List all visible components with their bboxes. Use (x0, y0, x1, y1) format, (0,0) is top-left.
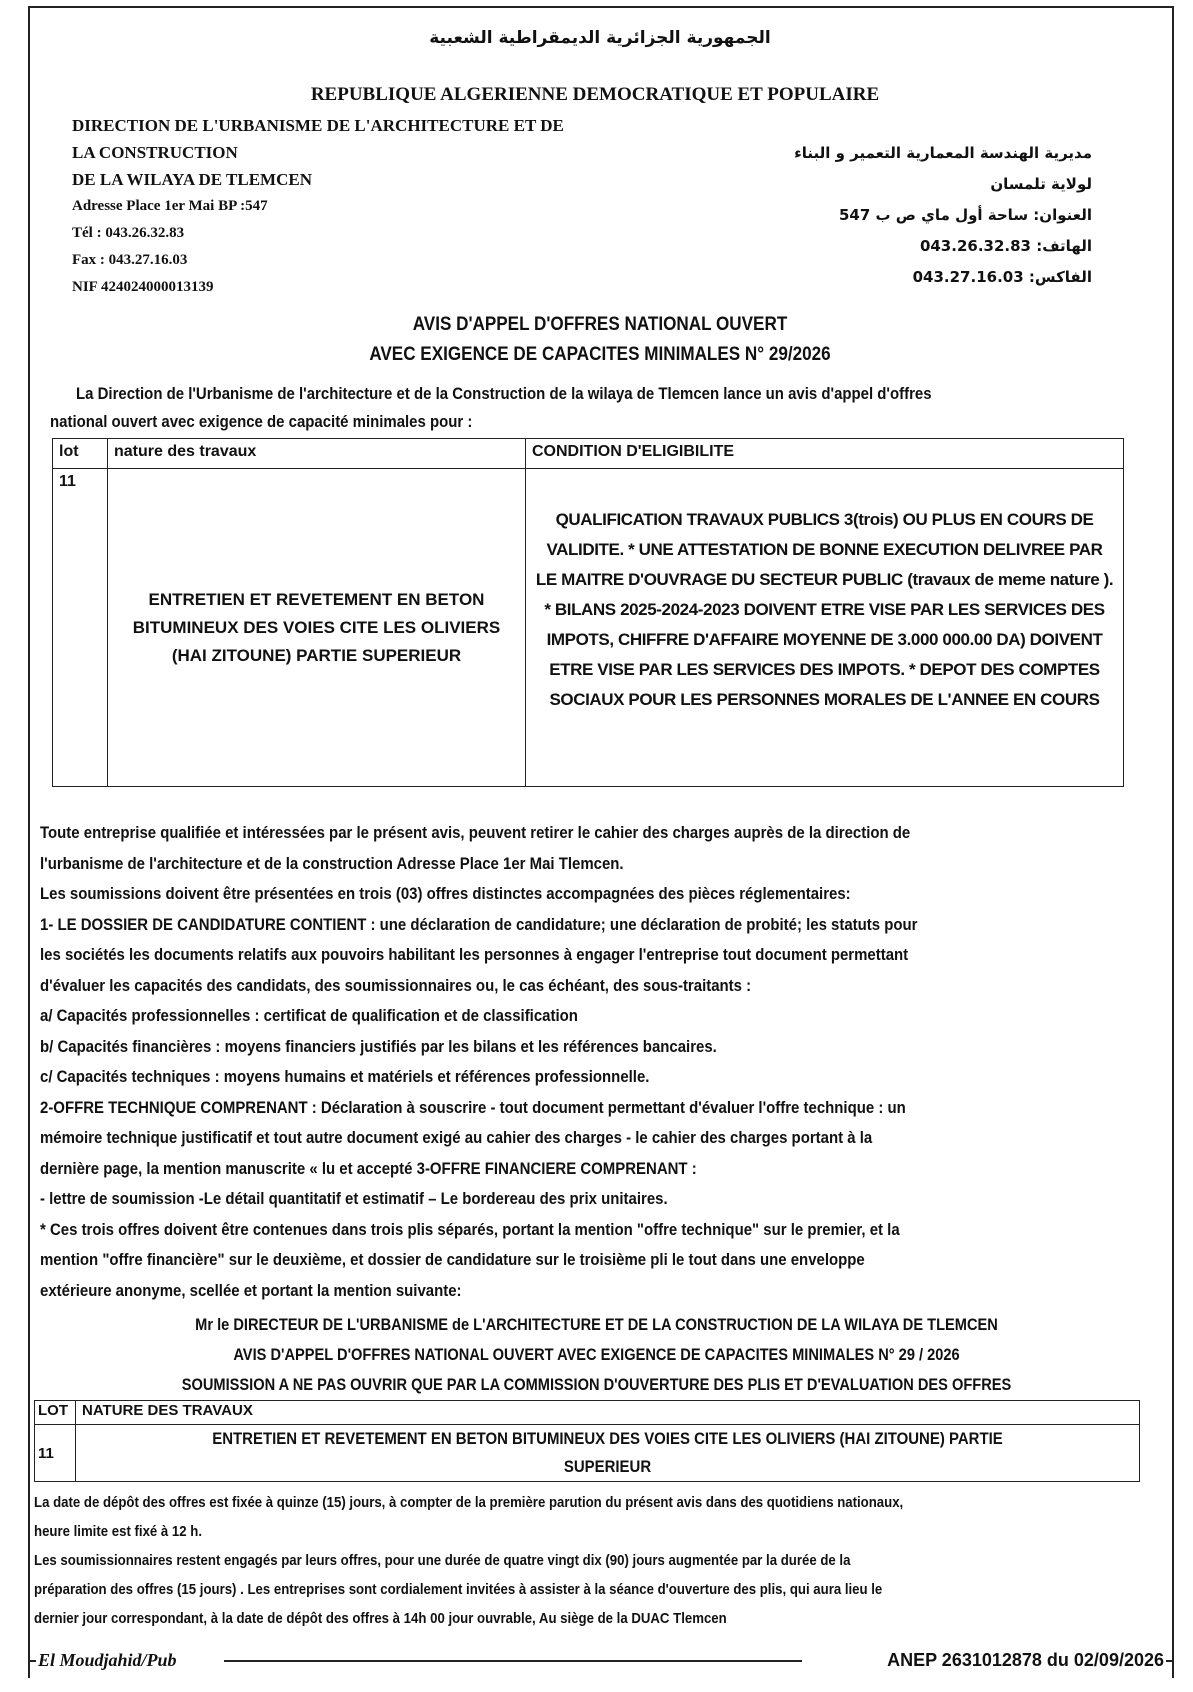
body-line: Les soumissions doivent être présentées en trois (03) offres distinctes accompagnées des pièces réglementaires: (40, 884, 851, 903)
mention-line2: AVIS D'APPEL D'OFFRES NATIONAL OUVERT AVEC EXIGENCE DE CAPACITES MINIMALES N° 29 / 2026 (233, 1345, 960, 1364)
footer-rule-right (1166, 1660, 1174, 1662)
closing-line: La date de dépôt des offres est fixée à quinze (15) jours, à compter de la première parution du présent avis dans des quotidiens nationaux, (34, 1494, 904, 1511)
closing-line: préparation des offres (15 jours) . Les entreprises sont cordialement invitées à assister à la séance d'ouverture des plis, qui aura lieu le (34, 1581, 883, 1598)
lot-number-cell: 11 (53, 469, 108, 787)
body-line: a/ Capacités professionnelles : certificat de qualification et de classification (40, 1006, 578, 1025)
closing-line: dernier jour correspondant, à la date de dépôt des offres à 14h 00 jour ouvrable, Au siège de la DUAC Tlemcen (34, 1610, 727, 1627)
arabic-phone-line: الهاتف: 043.26.32.83 (919, 237, 1092, 255)
body-line: mention "offre financière" sur le deuxième, et dossier de candidature sur le troisième pli le tout dans une enveloppe (40, 1250, 865, 1269)
summary-nature-line2: SUPERIEUR (563, 1457, 652, 1476)
body-line: les sociétés les documents relatifs aux pouvoirs habilitant les personnes à engager l'entreprise tout document permettant (40, 945, 909, 964)
body-line: c/ Capacités techniques : moyens humains et matériels et références professionnelle. (40, 1067, 650, 1086)
construction-line: LA CONSTRUCTION (72, 143, 238, 162)
notice-title-line2: AVEC EXIGENCE DE CAPACITES MINIMALES N° 29/2026 (369, 344, 831, 365)
footer-rule-left (28, 1660, 36, 1662)
body-line: dernière page, la mention manuscrite « lu et accepté 3-OFFRE FINANCIERE COMPRENANT : (40, 1158, 697, 1178)
notice-title-line1: AVIS D'APPEL D'OFFRES NATIONAL OUVERT (412, 314, 788, 335)
nature-cell: ENTRETIEN ET REVETEMENT EN BETON BITUMINEUX DES VOIES CITE LES OLIVIERS (HAI ZITOUNE) PARTIE SUPERIEUR (108, 469, 526, 787)
footer-rule-middle (224, 1660, 802, 1662)
header-right-block (700, 138, 1092, 293)
summary-lot-table (34, 1400, 1140, 1482)
body-line: * Ces trois offres doivent être contenues dans trois plis séparés, portant la mention "offre technique" sur le premier, et la (40, 1219, 900, 1239)
arabic-fax-line: الفاكس: 043.27.16.03 (912, 268, 1092, 286)
mention-line3: SOUMISSION A NE PAS OUVRIR QUE PAR LA COMMISSION D'OUVERTURE DES PLIS ET D'EVALUATION DES OFFRES (181, 1375, 1012, 1394)
summary-nature-cell (76, 1425, 1140, 1482)
summary-nature-header: NATURE DES TRAVAUX (76, 1401, 1140, 1425)
fax-line: Fax : 043.27.16.03 (72, 252, 188, 268)
republic-title: REPUBLIQUE ALGERIENNE DEMOCRATIQUE ET POPULAIRE (310, 84, 880, 105)
summary-lot-cell: 11 (35, 1425, 76, 1482)
header-left-block (72, 112, 592, 301)
condition-column-header: CONDITION D'ELIGIBILITE (526, 439, 1124, 469)
nature-column-header: nature des travaux (108, 439, 526, 469)
closing-line: heure limite est fixé à 12 h. (34, 1523, 203, 1540)
body-line: extérieure anonyme, scellée et portant la mention suivante: (40, 1280, 462, 1300)
intro-line2: national ouvert avec exigence de capacité minimales pour : (50, 412, 473, 431)
body-line: d'évaluer les capacités des candidats, des soumissionnaires ou, le cas échéant, des sous-traitants : (40, 975, 752, 995)
envelope-mention (10, 1310, 1183, 1400)
body-line: mémoire technique justificatif et tout autre document exigé au cahier des charges - le cahier des charges portant à la (40, 1128, 873, 1147)
body-line: - lettre de soumission -Le détail quantitatif et estimatif – Le bordereau des prix unitaires. (40, 1189, 668, 1208)
closing-line: Les soumissionnaires restent engagés par leurs offres, pour une durée de quatre vingt dix (90) jours augmentée par la durée de la (34, 1552, 851, 1569)
address-line: Adresse Place 1er Mai BP :547 (72, 198, 268, 214)
body-line: 1- LE DOSSIER DE CANDIDATURE CONTIENT : une déclaration de candidature; une déclaration de probité; les statuts pour (40, 914, 918, 934)
body-line: b/ Capacités financières : moyens financiers justifiés par les bilans et les références bancaires. (40, 1036, 717, 1056)
phone-line: Tél : 043.26.32.83 (72, 225, 185, 241)
mention-line1: Mr le DIRECTEUR DE L'URBANISME de L'ARCHITECTURE ET DE LA CONSTRUCTION DE LA WILAYA DE TLEMCEN (195, 1315, 998, 1334)
body-line: l'urbanisme de l'architecture et de la construction Adresse Place 1er Mai Tlemcen. (40, 853, 624, 873)
arabic-republic-title: الجمهورية الجزائرية الديمقراطية الشعبية (429, 28, 771, 48)
body-line: Toute entreprise qualifiée et intéressées par le présent avis, peuvent retirer le cahier des charges auprès de la direction de (40, 823, 911, 842)
lots-table-header-row (53, 439, 1124, 469)
direction-line: DIRECTION DE L'URBANISME DE L'ARCHITECTURE ET DE (72, 116, 564, 135)
table-row (35, 1425, 1140, 1482)
condition-cell: QUALIFICATION TRAVAUX PUBLICS 3(trois) OU PLUS EN COURS DE VALIDITE. * UNE ATTESTATION DE BONNE EXECUTION DELIVREE PAR LE MAITRE D'OUVRAGE DU SECTEUR PUBLIC (travaux de meme nature ). * BILANS 2025-2024-2023 DOIVENT ETRE VISE PAR LES SERVICES DES IMPOTS, CHIFFRE D'AFFAIRE MOYENNE DE 3.000 000.00 DA) DOIVENT ETRE VISE PAR LES SERVICES DES IMPOTS. * DEPOT DES COMPTES SOCIAUX POUR LES PERSONNES MORALES DE L'ANNEE EN COURS (526, 469, 1124, 787)
anep-reference: ANEP 2631012878 du 02/09/2026 (887, 1650, 1164, 1670)
wilaya-line: DE LA WILAYA DE TLEMCEN (72, 170, 312, 189)
intro-line1: La Direction de l'Urbanisme de l'architecture et de la Construction de la wilaya de Tlemcen lance un avis d'appel d'offres (76, 384, 932, 403)
summary-nature-line1: ENTRETIEN ET REVETEMENT EN BETON BITUMINEUX DES VOIES CITE LES OLIVIERS (HAI ZITOUNE) PARTIE (212, 1429, 1003, 1448)
table-row (53, 469, 1124, 787)
lot-column-header: lot (53, 439, 108, 469)
arabic-direction-line: مديرية الهندسة المعمارية التعمير و البناء (794, 144, 1092, 162)
body-line: 2-OFFRE TECHNIQUE COMPRENANT : Déclaration à souscrire - tout document permettant d'évaluer l'offre technique : un (40, 1097, 906, 1117)
summary-header-row (35, 1401, 1140, 1425)
nif-line: NIF 424024000013139 (72, 279, 214, 295)
arabic-address-line: العنوان: ساحة أول ماي ص ب 547 (838, 206, 1092, 224)
publication-source: El Moudjahid/Pub (38, 1650, 177, 1670)
arabic-wilaya-line: لولاية تلمسان (990, 175, 1092, 193)
summary-lot-header: LOT (35, 1401, 76, 1425)
conditions-body (40, 818, 1052, 1306)
closing-paragraph (34, 1488, 1042, 1633)
publication-footer (28, 1650, 1174, 1670)
lots-table (52, 438, 1124, 787)
